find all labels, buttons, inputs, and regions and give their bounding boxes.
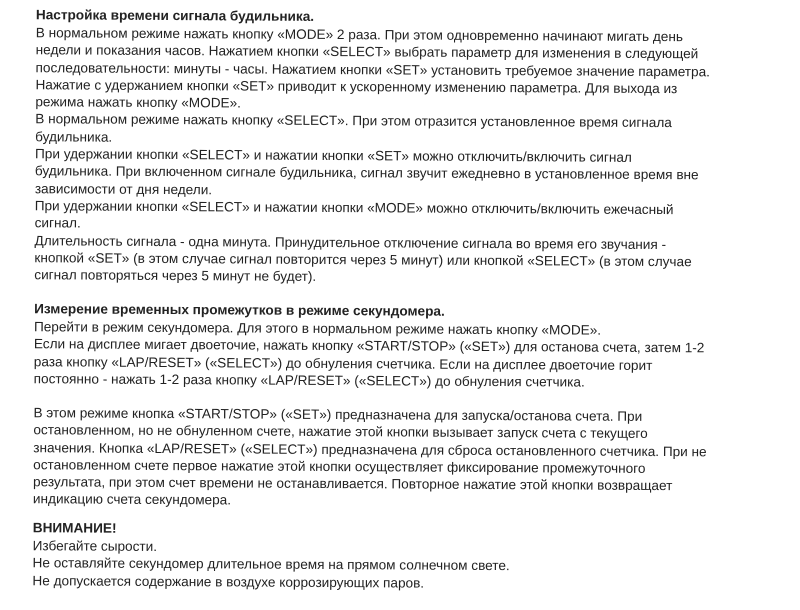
alarm-line-6: В нормальном режиме нажать кнопку «SELECT». При этом отразится установленное время сигнала <box>35 111 672 131</box>
alarm-line-14: кнопкой «SET» (в этом случае сигнал повторится через 5 минут) или кнопкой «SELECT» (в этом случае <box>34 250 692 270</box>
alarm-line-4: Нажатие с удержанием кнопки «SET» приводит к ускоренному изменению параметра. Для выхода из <box>35 77 678 97</box>
alarm-line-10: зависимости от дня недели. <box>34 180 213 197</box>
alarm-line-9: будильника. При включенном сигнале будильника, сигнал звучит ежедневно в установленное время вне <box>34 163 699 183</box>
alarm-line-7: будильника. <box>35 128 113 145</box>
stopwatch-line-9: результата, при этом счет времени не останавливается. Повторное нажатие этой кнопки возвращает <box>33 474 673 494</box>
alarm-line-1: В нормальном режиме нажать кнопку «MODE» 2 раза. При этом одновременно начинают мигать день <box>35 25 684 45</box>
warning-section-body <box>32 537 772 593</box>
stopwatch-line-7: значения. Кнопка «LAP/RESET» («SELECT») предназначена для сброса остановленного счетчика. При не <box>33 439 707 459</box>
stopwatch-section-body <box>34 318 774 392</box>
stopwatch-line-8: остановленном счете первое нажатие этой кнопки осуществляет фиксирование промежуточного <box>33 457 646 476</box>
alarm-line-8: При удержании кнопки «SELECT» и нажатии кнопки «SET» можно отключить/включить сигнал <box>35 146 632 165</box>
stopwatch-line-1: Перейти в режим секундомера. Для этого в нормальном режиме нажать кнопку «MODE». <box>33 319 602 338</box>
alarm-line-15: сигнал повторяться через 5 минут не будет). <box>34 267 317 285</box>
warning-line-2: Не оставляйте секундомер длительное время на прямом солнечном свете. <box>32 555 510 574</box>
alarm-line-13: Длительность сигнала - одна минута. Принудительное отключение сигнала во время его звучания - <box>34 232 667 252</box>
stopwatch-line-6: остановленном, но не обнуленном счете, нажатие этой кнопки вызывает запуск счета с текущего <box>33 422 648 442</box>
warning-line-1: Избегайте сырости. <box>32 538 158 554</box>
stopwatch-section-body-2 <box>33 404 774 512</box>
alarm-line-2: недели и показания часов. Нажатием кнопки «SELECT» выбрать параметр для изменения в следующей <box>35 42 699 62</box>
stopwatch-line-4: постоянно - нажать 1-2 раза кнопку «LAP/RESET» («SELECT») до обнуления счетчика. <box>33 371 585 390</box>
alarm-line-5: режима нажать кнопку «MODE». <box>35 94 241 111</box>
stopwatch-line-3: раза кнопку «LAP/RESET» («SELECT») до обнуления счетчика. Если на дисплее двоеточие горит <box>33 353 653 373</box>
alarm-section-body <box>34 24 776 288</box>
stopwatch-line-2: Если на дисплее мигает двоеточие, нажать кнопку «START/STOP» («SET») для останова счета, затем 1-2 <box>33 336 705 356</box>
alarm-section-title: Настройка времени сигнала будильника. <box>35 7 315 24</box>
stopwatch-line-5: В этом режиме кнопка «START/STOP» («SET») предназначена для запуска/останова счета. При <box>33 405 643 424</box>
stopwatch-line-10: индикацию счета секундомера. <box>32 491 232 508</box>
stopwatch-section-title: Измерение временных промежутков в режиме секундомера. <box>34 301 445 319</box>
warning-section-title: ВНИМАНИЕ! <box>32 520 117 536</box>
alarm-line-3: последовательности: минуты - часы. Нажатием кнопки «SET» установить требуемое значение параметра. <box>35 59 711 79</box>
alarm-line-12: сигнал. <box>34 215 81 231</box>
warning-line-3: Не допускается содержание в воздухе коррозирующих паров. <box>32 572 425 591</box>
alarm-line-11: При удержании кнопки «SELECT» и нажатии кнопки «MODE» можно отключить/включить ежечасный <box>34 198 674 218</box>
